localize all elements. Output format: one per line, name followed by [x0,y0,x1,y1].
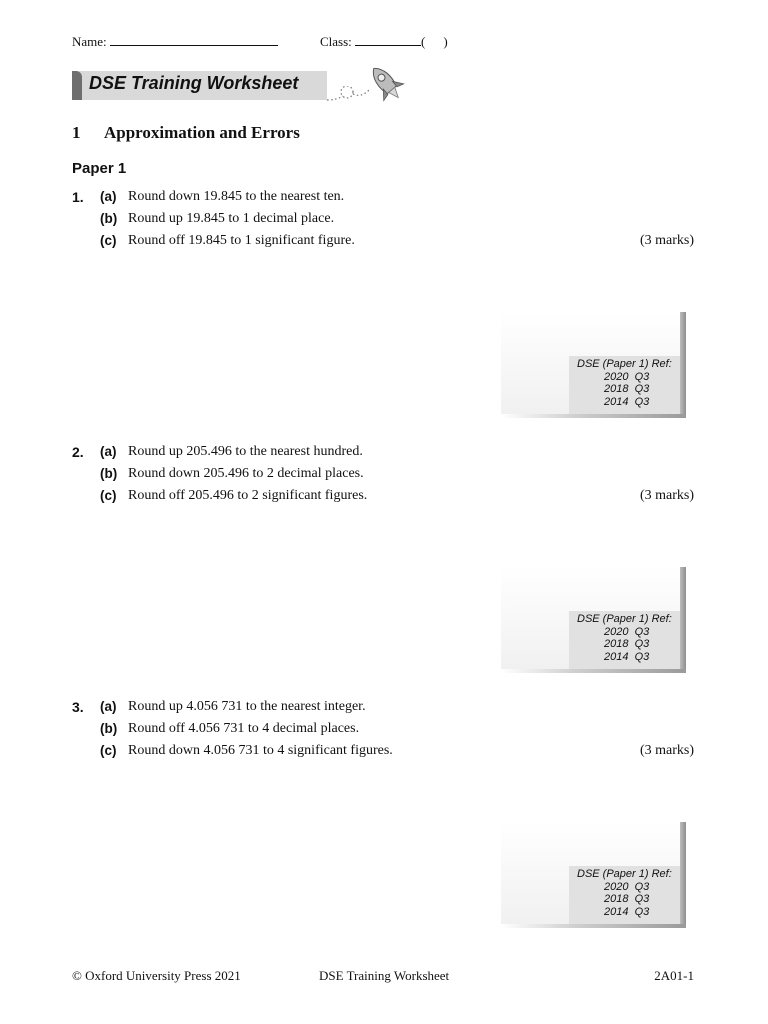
part-text: Round up 205.496 to the nearest hundred. [128,444,363,459]
class-label: Class: [320,34,352,49]
part-label: (b) [100,466,118,481]
class-field-row [320,34,448,50]
reference-line: 2014 Q3 [604,650,650,663]
class-blank[interactable] [355,34,421,46]
part-text: Round up 4.056 731 to the nearest integer. [128,699,366,714]
part-label: (a) [100,189,117,204]
banner-tab [72,71,82,100]
reference-title: DSE (Paper 1) Ref: [577,868,672,880]
name-blank[interactable] [110,34,278,46]
part-text: Round down 205.496 to 2 decimal places. [128,466,364,481]
part-text: Round up 19.845 to 1 decimal place. [128,211,335,226]
part-label: (c) [100,743,117,758]
part-label: (a) [100,699,117,714]
name-label: Name: [72,34,107,49]
reference-line: 2014 Q3 [604,905,650,918]
part-label: (c) [100,233,117,248]
question-number: 1. [72,189,84,205]
reference-line: 2020 Q3 [604,880,650,893]
banner-title: DSE Training Worksheet [89,73,299,93]
reference-line: 2020 Q3 [604,370,650,383]
reference-title: DSE (Paper 1) Ref: [577,358,672,370]
reference-box [501,567,686,673]
reference-line: 2018 Q3 [604,638,650,650]
reference-line: 2018 Q3 [604,893,650,905]
part-label: (c) [100,488,117,503]
part-text: Round off 205.496 to 2 significant figures. [128,488,368,503]
part-text: Round down 4.056 731 to 4 significant figures. [128,743,393,758]
question-number: 2. [72,444,84,460]
reference-title: DSE (Paper 1) Ref: [577,613,672,625]
class-number-open: ( [421,34,426,49]
reference-line: 2018 Q3 [604,383,650,395]
part-label: (b) [100,721,118,736]
section-heading [72,123,300,143]
marks-label: (3 marks) [639,743,694,758]
part-text: Round off 4.056 731 to 4 decimal places. [128,721,360,736]
footer-copyright: © Oxford University Press 2021 [72,968,241,983]
part-text: Round off 19.845 to 1 significant figure. [128,233,355,248]
part-label: (b) [100,211,118,226]
rocket-icon [362,62,410,104]
part-label: (a) [100,444,117,459]
section-title: Approximation and Errors [104,123,300,142]
reference-box [501,312,686,418]
reference-box [501,822,686,928]
footer-title: DSE Training Worksheet [319,968,450,983]
section-number: 1 [72,123,81,142]
paper-heading: Paper 1 [72,160,127,177]
question-number: 3. [72,699,84,715]
part-text: Round down 19.845 to the nearest ten. [128,189,345,204]
name-field-row [72,34,278,50]
footer-page-code: 2A01-1 [654,968,694,983]
reference-line: 2020 Q3 [604,625,650,638]
marks-label: (3 marks) [639,233,694,248]
reference-line: 2014 Q3 [604,395,650,408]
marks-label: (3 marks) [639,488,694,503]
class-number-close: ) [443,34,448,49]
